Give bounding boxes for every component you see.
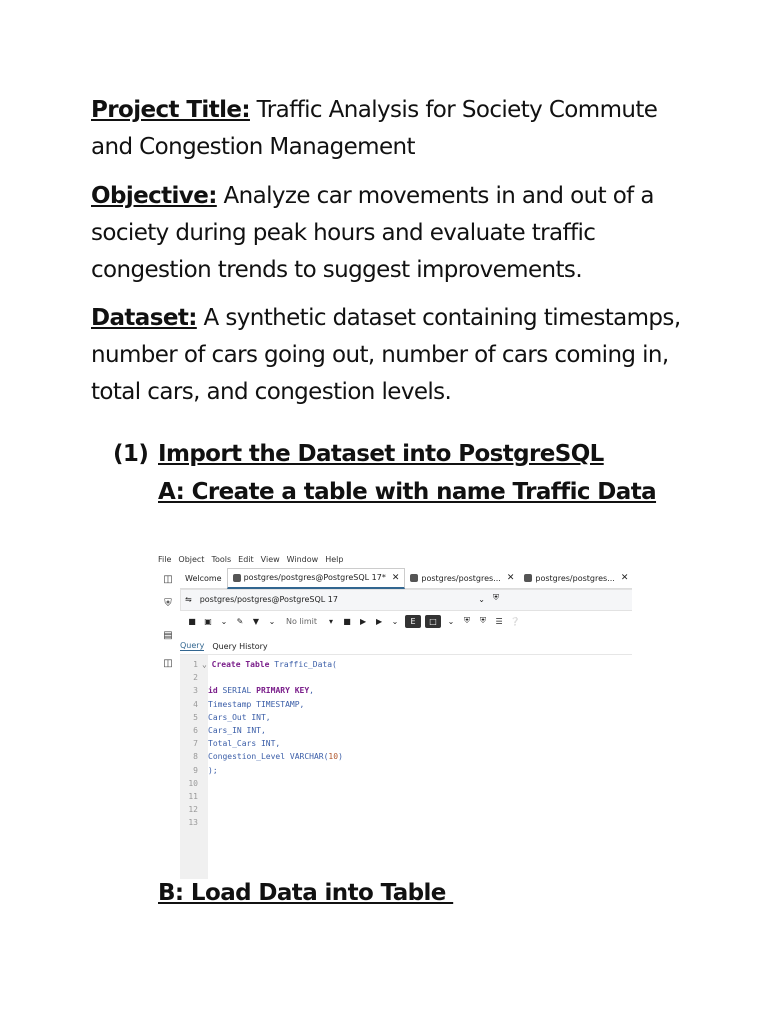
- tab-label: postgres/postgres...: [421, 573, 501, 583]
- code-line: 3 id SERIAL PRIMARY KEY,: [180, 684, 632, 697]
- sql-text: SERIAL: [217, 686, 257, 696]
- sql-text: Timestamp TIMESTAMP,: [208, 699, 305, 709]
- filter-icon[interactable]: ▼: [252, 616, 260, 626]
- chevron-down-icon[interactable]: ⌄: [447, 616, 455, 626]
- objective-paragraph: [91, 178, 691, 289]
- code-line: [180, 724, 632, 737]
- line-number: 7: [193, 739, 198, 749]
- subheading-b: B: Load Data into Table: [158, 880, 454, 906]
- sql-number: 10: [328, 752, 339, 762]
- rollback-icon[interactable]: ⛨: [480, 616, 487, 625]
- terminal-icon[interactable]: ▤: [163, 629, 173, 641]
- code-line: [180, 698, 632, 711]
- tab-query[interactable]: Query: [180, 641, 205, 650]
- open-file-icon[interactable]: ■: [188, 616, 196, 626]
- query-tabs: [180, 639, 268, 653]
- line-number: 10: [188, 778, 198, 788]
- code-line: [180, 777, 632, 790]
- code-line: 1 ⌄ Create Table Traffic_Data(: [180, 658, 632, 671]
- chevron-down-icon[interactable]: ▾: [329, 616, 334, 626]
- commit-icon[interactable]: ⛨: [464, 616, 471, 625]
- save-icon[interactable]: ▣: [204, 616, 212, 626]
- tab-welcome[interactable]: [180, 569, 227, 587]
- database-icon: [410, 574, 418, 582]
- project-title-label: Project Title:: [91, 97, 250, 123]
- explain-icon[interactable]: E: [405, 615, 421, 628]
- database-icon: [524, 574, 532, 582]
- tab-label: postgres/postgres...: [535, 573, 615, 583]
- dataset-label: Dataset:: [91, 305, 197, 331]
- close-icon[interactable]: ✕: [620, 573, 629, 583]
- database-icon[interactable]: ⛨: [164, 597, 172, 609]
- query-toolbar: [180, 612, 632, 630]
- line-number: 9: [193, 765, 198, 775]
- macros-icon[interactable]: ☰: [495, 616, 503, 626]
- left-sidebar: [158, 568, 180, 879]
- code-line: [180, 790, 632, 803]
- divider: [180, 654, 632, 655]
- connection-select[interactable]: [185, 593, 485, 606]
- execute-script-icon[interactable]: ▶: [375, 616, 383, 626]
- connection-bar: [180, 589, 632, 611]
- connection-icon: ⇋: [185, 595, 192, 604]
- chevron-down-icon[interactable]: ⌄: [220, 616, 228, 626]
- line-number: 11: [188, 791, 198, 801]
- sql-text: id: [208, 686, 218, 696]
- sql-keyword: PRIMARY KEY: [256, 686, 310, 696]
- code-line: [180, 816, 632, 829]
- step-number: (1): [113, 441, 149, 467]
- line-number: 1: [193, 660, 198, 669]
- sql-text: );: [208, 765, 218, 775]
- explain-analyze-icon[interactable]: □: [425, 615, 441, 628]
- line-number: 2: [193, 673, 198, 683]
- code-line: [180, 764, 632, 777]
- line-number: 6: [193, 725, 198, 735]
- tab-query-2[interactable]: [405, 569, 519, 587]
- line-number: 8: [193, 752, 198, 762]
- sql-text: Cars_IN INT,: [208, 725, 266, 735]
- subheading-a: A: Create a table with name Traffic Data: [158, 479, 657, 505]
- limit-select[interactable]: No limit: [286, 616, 318, 626]
- sql-text: Congestion_Level VARCHAR(: [208, 752, 329, 762]
- sql-keyword: Create Table: [211, 660, 270, 669]
- tab-label: postgres/postgres@PostgreSQL 17*: [243, 573, 386, 582]
- tab-query-history[interactable]: Query History: [212, 641, 268, 651]
- database-icon: [233, 574, 241, 582]
- sql-text: Cars_Out INT,: [208, 712, 271, 722]
- sql-text: ): [338, 752, 343, 762]
- tab-bar: [180, 568, 632, 589]
- stop-icon[interactable]: ■: [343, 616, 351, 626]
- tab-query-active[interactable]: [227, 568, 406, 589]
- execute-icon[interactable]: ▶: [359, 616, 367, 626]
- code-line: [180, 671, 632, 684]
- help-icon[interactable]: ❔: [510, 616, 521, 626]
- sql-text: Traffic_Data(: [269, 660, 337, 669]
- line-number: 5: [193, 712, 198, 722]
- line-number: 4: [193, 699, 198, 709]
- menu-file[interactable]: File: [158, 554, 172, 564]
- tab-welcome-label: Welcome: [185, 573, 222, 583]
- code-line: [180, 803, 632, 816]
- project-title-paragraph: [91, 92, 691, 166]
- objective-label: Objective:: [91, 183, 217, 209]
- menu-bar: [158, 552, 343, 566]
- menu-window[interactable]: Window: [286, 554, 319, 564]
- line-number: 13: [188, 818, 198, 828]
- menu-help[interactable]: Help: [325, 554, 344, 564]
- project-title-text: Traffic Analysis for Society Commute and Congestion Management: [91, 97, 658, 160]
- chevron-down-icon[interactable]: ⌄: [391, 616, 399, 626]
- menu-view[interactable]: View: [260, 554, 280, 564]
- chevron-down-icon[interactable]: ⌄: [268, 616, 276, 626]
- chevron-down-icon: ⌄: [478, 595, 485, 604]
- tab-query-3[interactable]: [519, 569, 632, 587]
- step-title: Import the Dataset into PostgreSQL: [158, 441, 604, 467]
- line-number: 12: [188, 805, 198, 815]
- close-icon[interactable]: ✕: [506, 573, 515, 583]
- menu-edit[interactable]: Edit: [238, 554, 254, 564]
- edit-icon[interactable]: ✎: [236, 616, 244, 626]
- objective-text: Analyze car movements in and out of a society during peak hours and evaluate traffic congestion trends to suggest improvements.: [91, 183, 654, 283]
- code-line: [180, 711, 632, 724]
- code-line: [180, 750, 632, 763]
- line-number: 3: [193, 686, 198, 696]
- menu-tools[interactable]: Tools: [211, 554, 232, 564]
- dataset-text: A synthetic dataset containing timestamps, number of cars going out, number of cars coming in, total cars, and congestion levels.: [91, 305, 681, 405]
- schema-diff-icon[interactable]: ◫: [163, 657, 173, 669]
- sql-editor[interactable]: [180, 658, 632, 829]
- sql-text: Total_Cars INT,: [208, 739, 281, 749]
- pgadmin-screenshot: [158, 552, 632, 879]
- menu-object[interactable]: Object: [178, 554, 205, 564]
- object-explorer-icon[interactable]: ◫: [163, 573, 173, 585]
- connection-label: postgres/postgres@PostgreSQL 17: [199, 595, 338, 604]
- database-icon[interactable]: ⛨: [493, 593, 499, 602]
- dataset-paragraph: [91, 300, 691, 411]
- close-icon[interactable]: ✕: [391, 572, 400, 583]
- code-line: [180, 737, 632, 750]
